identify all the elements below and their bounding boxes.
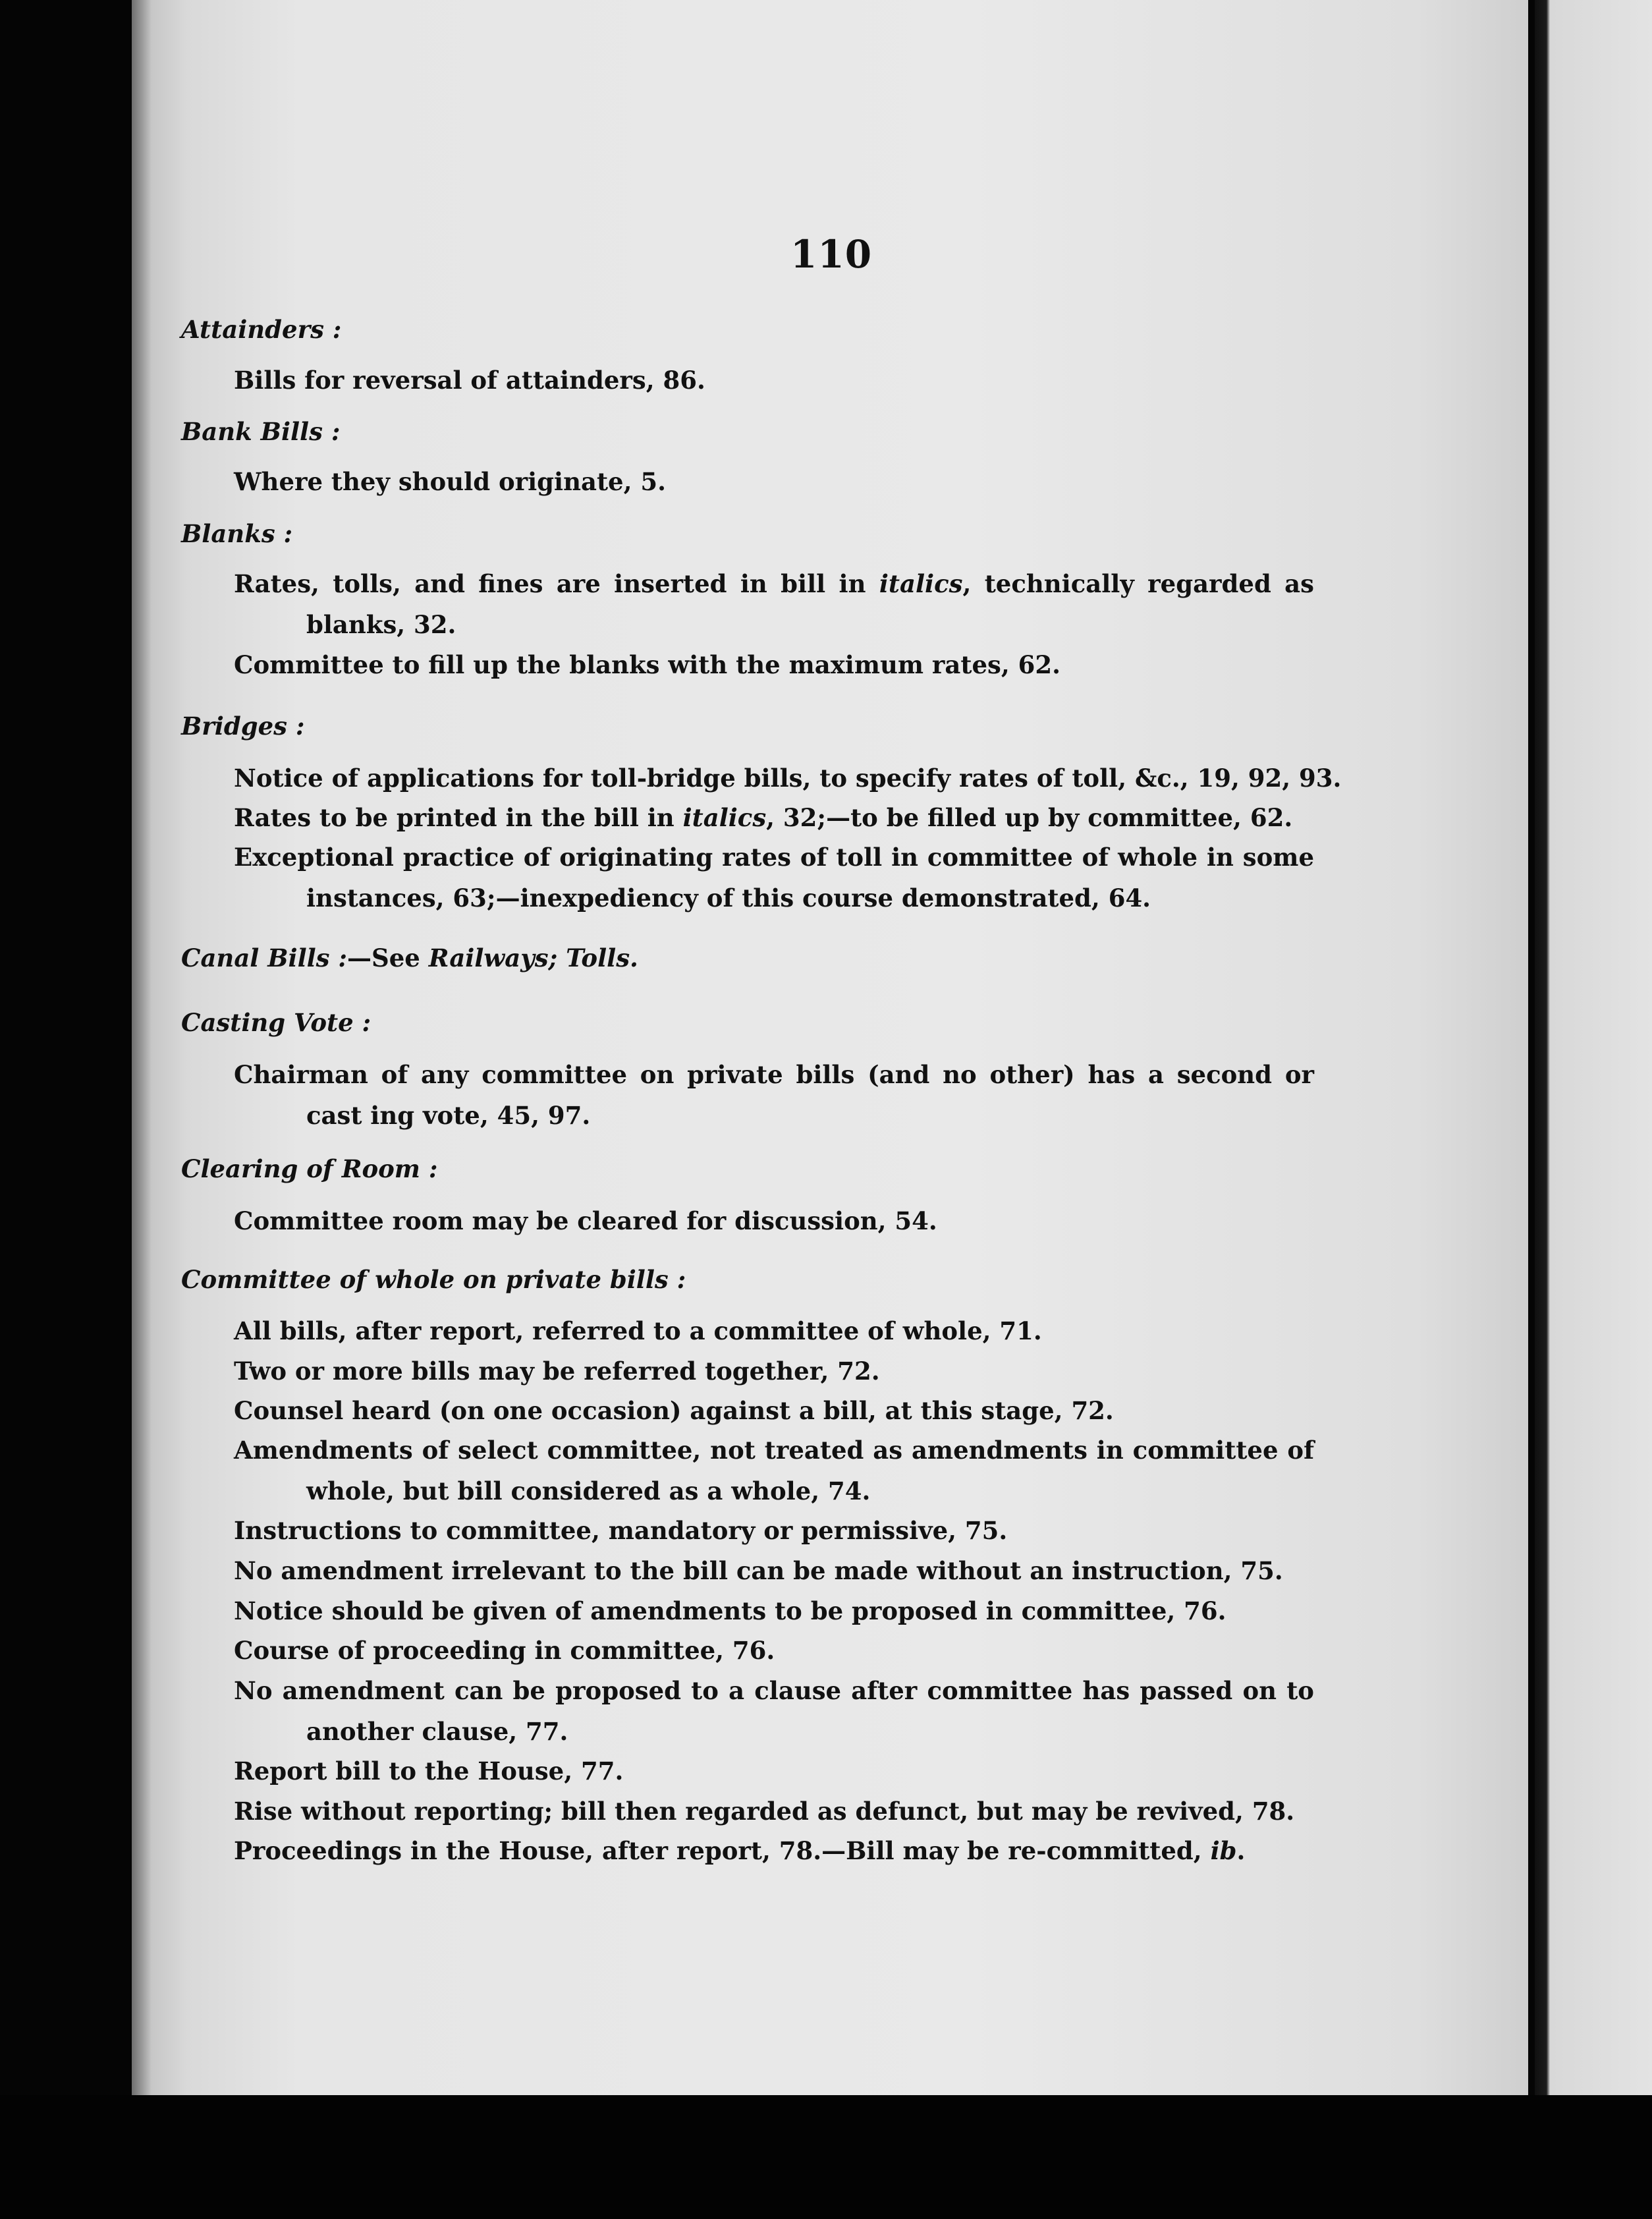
index-item: No amendment irrelevant to the bill can be made without an instruction, 75.: [234, 1556, 1283, 1585]
item-text: .: [1236, 1836, 1246, 1865]
item-text: Proceedings in the House, after report, 78.—Bill may be re-committed,: [234, 1836, 1211, 1865]
crossref-railways: Railways: [428, 943, 549, 972]
see-text: —See: [347, 943, 429, 972]
index-item: Two or more bills may be referred together, 72.: [234, 1357, 880, 1386]
index-heading-crossref: [181, 943, 638, 972]
index-heading: Bank Bills :: [181, 417, 341, 446]
item-italic: italics: [879, 569, 963, 598]
heading-text: Canal Bills :: [181, 943, 348, 972]
index-item: Where they should originate, 5.: [234, 467, 666, 496]
index-item: Committee to fill up the blanks with the maximum rates, 62.: [234, 650, 1060, 679]
index-item: Committee room may be cleared for discussion, 54.: [234, 1206, 937, 1235]
index-heading: Bridges :: [181, 712, 305, 741]
index-item: Notice of applications for toll-bridge bills, to specify rates of toll, &c., 19, 92, 93.: [234, 764, 1342, 793]
crossref-tolls: Tolls: [566, 943, 630, 972]
index-heading: Attainders :: [181, 315, 342, 344]
index-item: [234, 563, 1314, 645]
index-item: Instructions to committee, mandatory or permissive, 75.: [234, 1516, 1008, 1545]
separator: ;: [548, 943, 566, 972]
index-item: All bills, after report, referred to a committee of whole, 71.: [234, 1316, 1042, 1345]
item-text: , technically regarded as blanks, 32.: [306, 569, 1314, 639]
index-item: [234, 797, 1314, 838]
index-item: No amendment can be proposed to a clause after committee has passed on to another clause, 77.: [234, 1676, 1314, 1746]
index-item: Amendments of select committee, not treated as amendments in committee of whole, but bill considered as a whole, 74.: [234, 1436, 1314, 1505]
index-item: Bills for reversal of attainders, 86.: [234, 366, 705, 395]
index-item: [234, 1830, 1314, 1871]
index-item: Counsel heard (on one occasion) against a bill, at this stage, 72.: [234, 1396, 1114, 1425]
scan-border: [0, 2095, 1652, 2219]
facing-page-edge: [1535, 0, 1652, 2095]
index-item: Report bill to the House, 77.: [234, 1756, 624, 1785]
index-heading: Committee of whole on private bills :: [181, 1265, 686, 1294]
item-text: Rates to be printed in the bill in: [234, 803, 683, 832]
index-item: Course of proceeding in committee, 76.: [234, 1636, 775, 1665]
item-italic: ib: [1210, 1836, 1237, 1865]
index-item: Chairman of any committee on private bills (and no other) has a second or cast ing vote, 45, 97.: [234, 1060, 1314, 1130]
index-item: Exceptional practice of originating rates of toll in committee of whole in some instances, 63;—inexpediency of this course demonstrated, 64.: [234, 843, 1314, 913]
index-heading: Blanks :: [181, 519, 293, 548]
item-italic: italics: [682, 803, 767, 832]
item-text: , 32;—to be filled up by committee, 62.: [766, 803, 1293, 832]
index-heading: Clearing of Room :: [181, 1154, 438, 1183]
item-text: Rates, tolls, and fines are inserted in bill in: [234, 569, 879, 598]
index-item: Notice should be given of amendments to be proposed in committee, 76.: [234, 1596, 1226, 1625]
index-heading: Casting Vote :: [181, 1008, 372, 1037]
index-item: Rise without reporting; bill then regarded as defunct, but may be revived, 78.: [234, 1797, 1295, 1826]
period: .: [630, 943, 638, 972]
page-number: 110: [790, 232, 873, 277]
